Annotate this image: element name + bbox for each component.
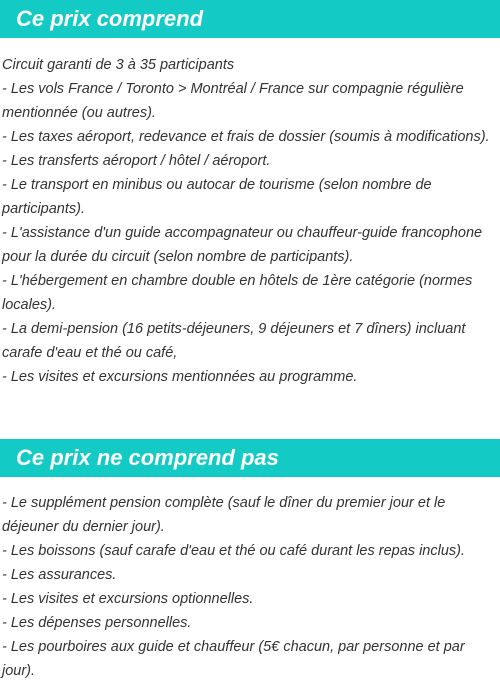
includes-list	[0, 53, 500, 389]
list-item: - Le transport en minibus ou autocar de tourisme (selon nombre de participants).	[2, 177, 432, 217]
excludes-list	[0, 491, 500, 683]
list-item: - Les taxes aéroport, redevance et frais de dossier (soumis à modifications).	[2, 129, 490, 145]
list-item: - Les boissons (sauf carafe d'eau et thé ou café durant les repas inclus).	[2, 543, 466, 559]
list-item: - Les visites et excursions optionnelles.	[2, 591, 254, 607]
list-item: - Les dépenses personnelles.	[2, 615, 192, 631]
list-item: - Les assurances.	[2, 567, 117, 583]
excludes-section	[0, 439, 500, 683]
includes-heading: Ce prix comprend	[0, 0, 500, 38]
list-item: - La demi-pension (16 petits-déjeuners, 9 déjeuners et 7 dîners) incluant carafe d'eau et thé ou café,	[2, 321, 466, 361]
excludes-heading: Ce prix ne comprend pas	[0, 439, 500, 477]
list-item: - Les visites et excursions mentionnées au programme.	[2, 369, 358, 385]
list-item: - L'hébergement en chambre double en hôtels de 1ère catégorie (normes locales).	[2, 273, 473, 313]
list-item: Circuit garanti de 3 à 35 participants	[2, 57, 235, 73]
list-item: - L'assistance d'un guide accompagnateur ou chauffeur-guide francophone pour la durée du circuit (selon nombre de participants).	[2, 225, 483, 265]
list-item: - Les vols France / Toronto > Montréal / France sur compagnie régulière mentionnée (ou autres).	[2, 81, 464, 121]
list-item: - Le supplément pension complète (sauf le dîner du premier jour et le déjeuner du dernier jour).	[2, 495, 446, 535]
list-item: - Les transferts aéroport / hôtel / aéroport.	[2, 153, 271, 169]
list-item: - Les pourboires aux guide et chauffeur (5€ chacun, par personne et par jour).	[2, 639, 465, 679]
